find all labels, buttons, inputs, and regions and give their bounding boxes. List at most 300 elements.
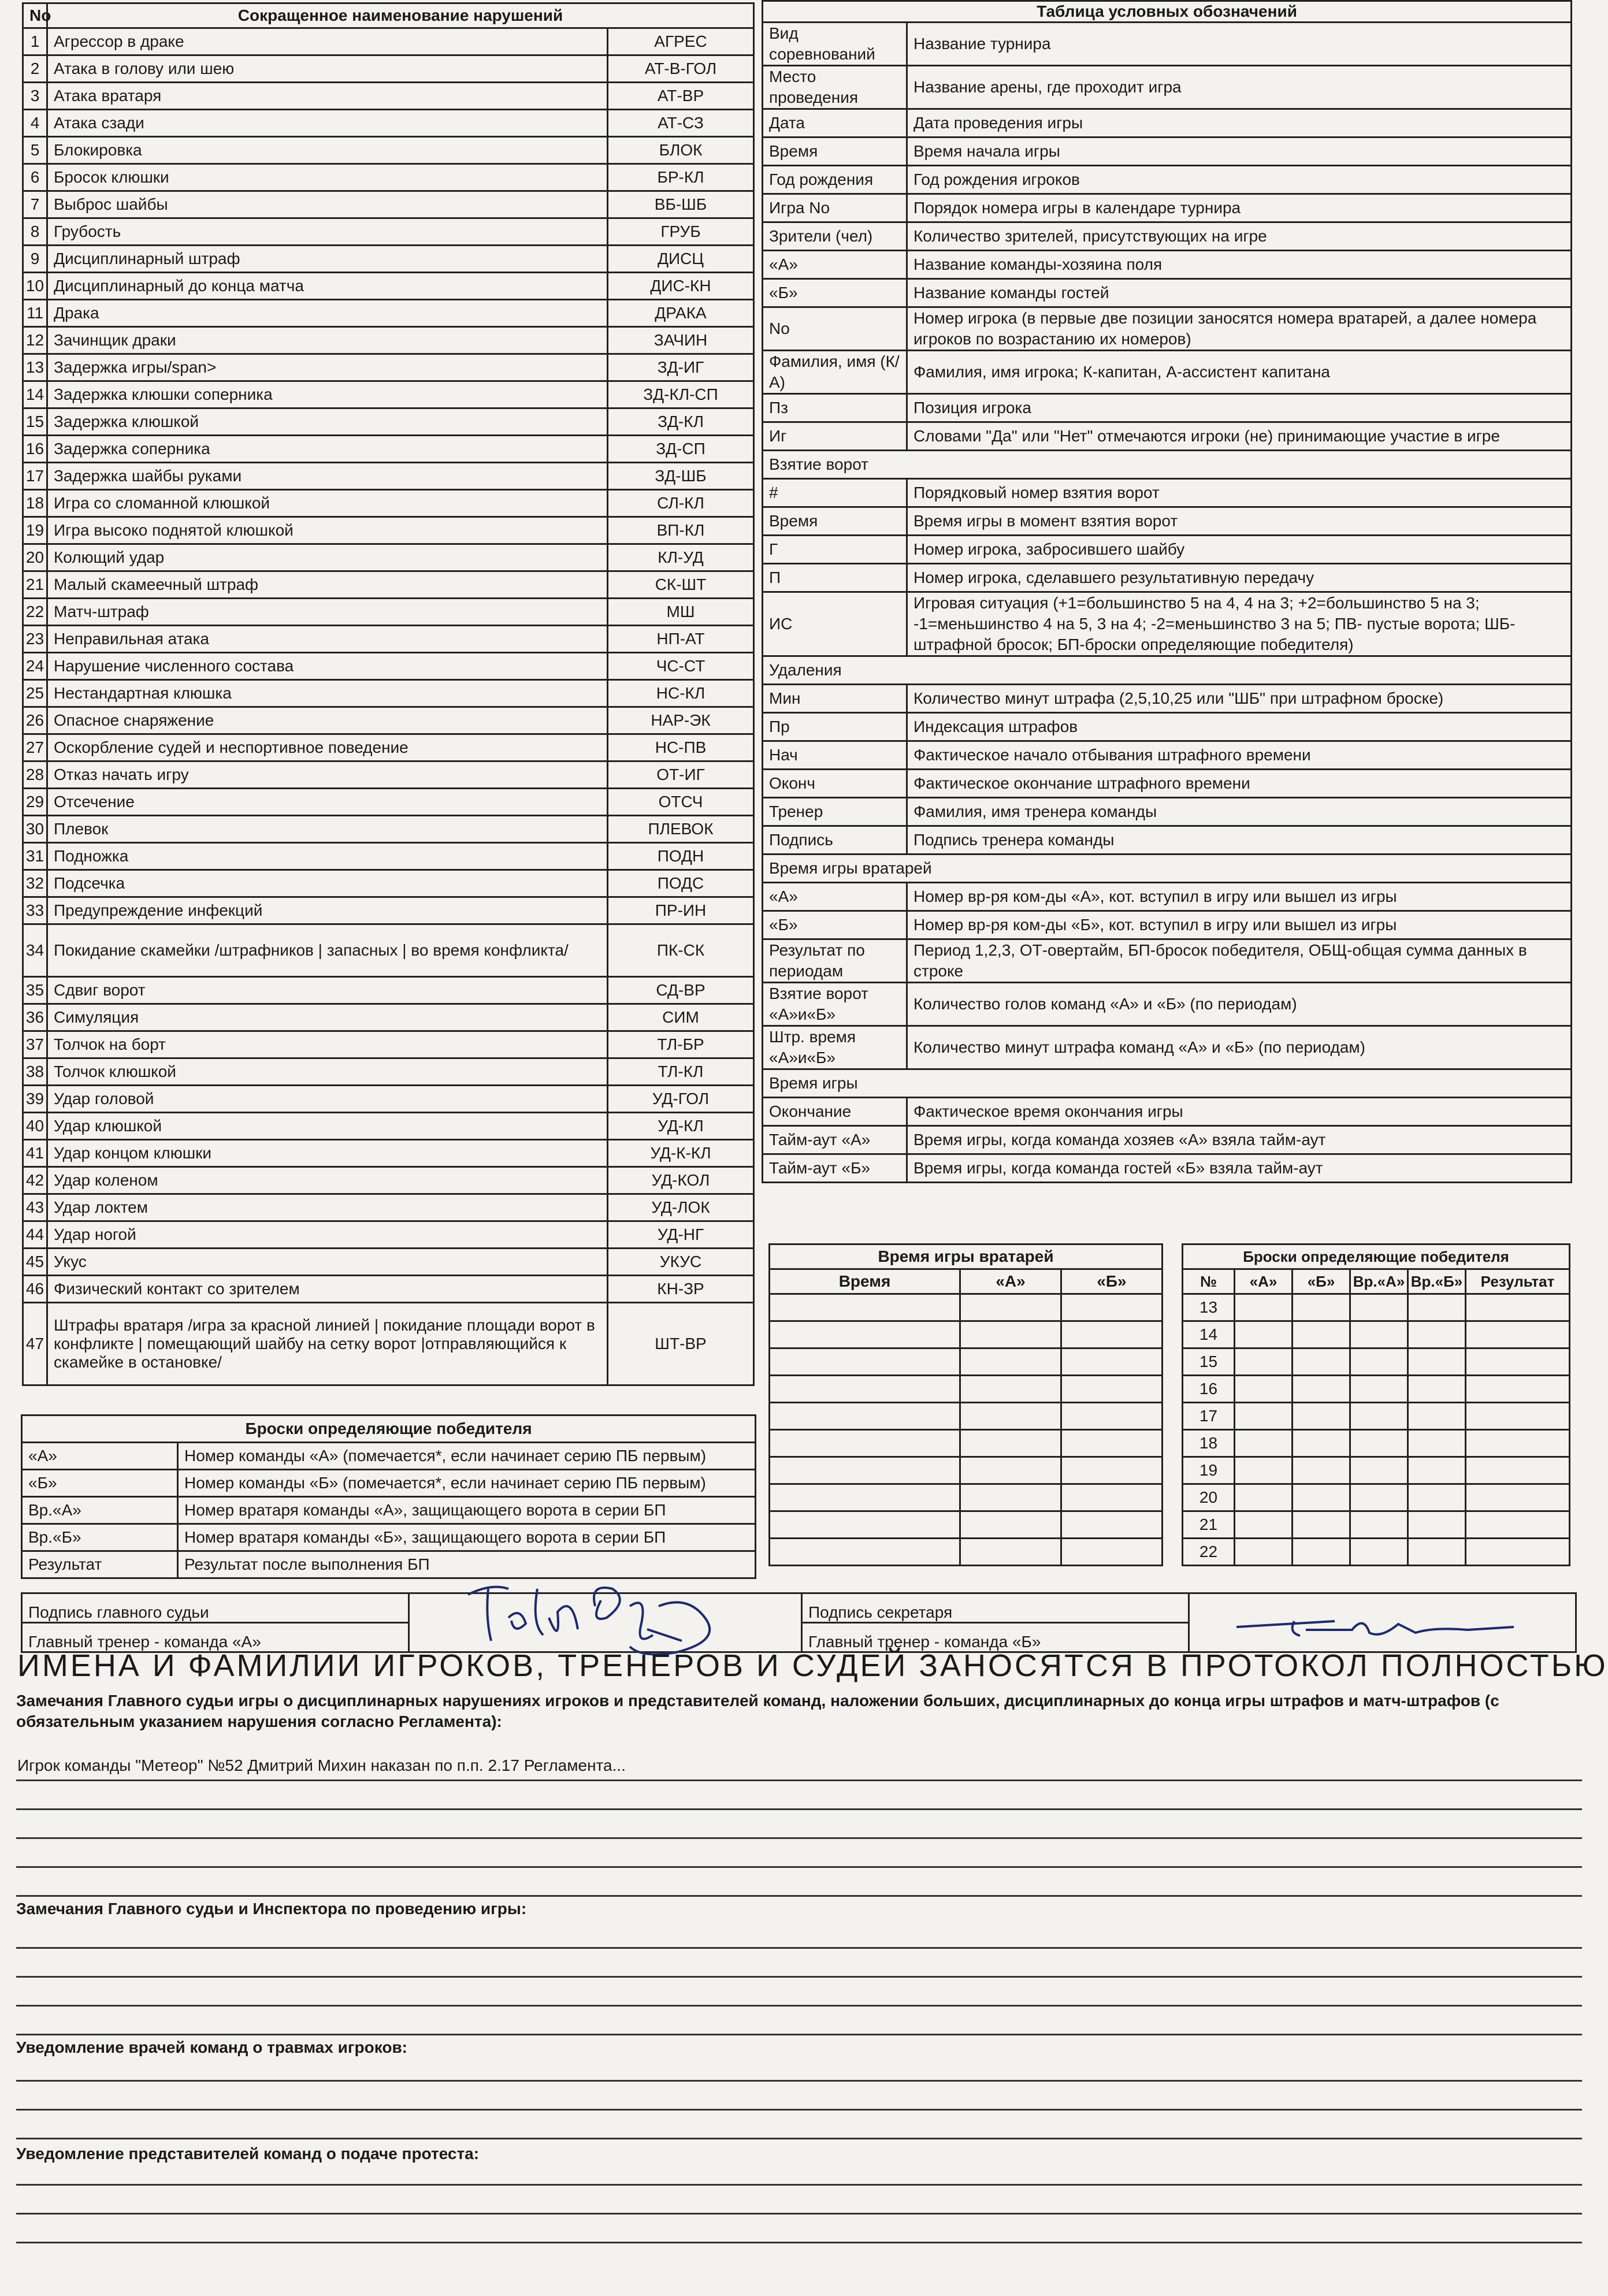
violation-abbreviation: ДРАКА bbox=[608, 300, 754, 327]
legend-row bbox=[763, 479, 1572, 507]
violation-row bbox=[23, 1194, 754, 1221]
violation-abbreviation: НАР-ЭК bbox=[608, 707, 754, 734]
goalie-time-cell[interactable] bbox=[770, 1539, 960, 1566]
goalie-a-cell[interactable] bbox=[960, 1457, 1061, 1484]
legend-section-title: Взятие ворот bbox=[763, 451, 1572, 479]
violation-abbreviation: ЗД-ИГ bbox=[608, 354, 754, 381]
shootout-legend-table bbox=[21, 1414, 756, 1579]
secretary-signature-label: Подпись секретаря bbox=[802, 1593, 1189, 1623]
goalie-a-cell[interactable] bbox=[960, 1294, 1061, 1321]
shootout-cell[interactable] bbox=[1466, 1348, 1570, 1376]
shootout-legend-key: «А» bbox=[22, 1443, 178, 1470]
goalie-time-cell[interactable] bbox=[770, 1321, 960, 1348]
shootout-cell[interactable] bbox=[1466, 1539, 1570, 1566]
goalie-a-cell[interactable] bbox=[960, 1484, 1061, 1511]
legend-key: Оконч bbox=[763, 770, 907, 798]
violation-row bbox=[23, 1249, 754, 1276]
violation-abbreviation: СИМ bbox=[608, 1004, 754, 1031]
shootout-cell[interactable] bbox=[1235, 1403, 1293, 1430]
legend-value: Номер игрока (в первые две позиции заносятся номера вратарей, а далее номера игроков по возрастанию их номеров) bbox=[907, 307, 1572, 351]
shootout-row-number: 19 bbox=[1183, 1457, 1235, 1484]
violation-number: 24 bbox=[23, 653, 47, 680]
shootout-cell[interactable] bbox=[1350, 1484, 1408, 1511]
legend-row bbox=[763, 351, 1572, 394]
violation-abbreviation: ВП-КЛ bbox=[608, 517, 754, 544]
legend-key: Окончание bbox=[763, 1098, 907, 1126]
legend-section-title: Время игры вратарей bbox=[763, 855, 1572, 883]
legend-value: Время игры, когда команда хозяев «А» взяла тайм-аут bbox=[907, 1126, 1572, 1154]
violation-abbreviation: КЛ-УД bbox=[608, 544, 754, 571]
violations-table bbox=[22, 2, 755, 1386]
shootout-row bbox=[1183, 1376, 1570, 1403]
violation-number: 16 bbox=[23, 436, 47, 463]
violation-row bbox=[23, 680, 754, 707]
violation-number: 18 bbox=[23, 490, 47, 517]
shootout-cell[interactable] bbox=[1466, 1457, 1570, 1484]
goalie-b-cell[interactable] bbox=[1061, 1321, 1163, 1348]
legend-row bbox=[763, 770, 1572, 798]
violation-abbreviation: КН-ЗР bbox=[608, 1276, 754, 1303]
violation-name: Плевок bbox=[47, 816, 608, 843]
shootout-cell[interactable] bbox=[1408, 1430, 1466, 1457]
shootout-row bbox=[1183, 1403, 1570, 1430]
shootout-row bbox=[1183, 1430, 1570, 1457]
goalie-time-row bbox=[770, 1511, 1163, 1539]
shootout-cell[interactable] bbox=[1408, 1403, 1466, 1430]
rule-line bbox=[16, 1808, 1582, 1810]
goalie-a-cell[interactable] bbox=[960, 1430, 1061, 1457]
violation-abbreviation: ГРУБ bbox=[608, 218, 754, 246]
shootout-legend-key: Вр.«А» bbox=[22, 1497, 178, 1524]
goalie-time-cell[interactable] bbox=[770, 1403, 960, 1430]
violation-row bbox=[23, 707, 754, 734]
violation-number: 13 bbox=[23, 354, 47, 381]
shootout-cell[interactable] bbox=[1235, 1348, 1293, 1376]
violation-abbreviation: УД-КОЛ bbox=[608, 1167, 754, 1194]
violation-number: 10 bbox=[23, 273, 47, 300]
goalie-time-cell[interactable] bbox=[770, 1376, 960, 1403]
violation-row bbox=[23, 977, 754, 1004]
shootout-cell[interactable] bbox=[1235, 1511, 1293, 1539]
shootout-legend-value: Результат после выполнения БП bbox=[178, 1551, 756, 1578]
violation-abbreviation: ДИС-КН bbox=[608, 273, 754, 300]
violation-name: Отсечение bbox=[47, 789, 608, 816]
legend-key: No bbox=[763, 307, 907, 351]
goalie-time-cell[interactable] bbox=[770, 1511, 960, 1539]
shootout-legend-key: Вр.«Б» bbox=[22, 1524, 178, 1551]
goalie-time-cell[interactable] bbox=[770, 1457, 960, 1484]
shootout-row-number: 20 bbox=[1183, 1484, 1235, 1511]
legend-section-row bbox=[763, 855, 1572, 883]
shootout-cell[interactable] bbox=[1293, 1403, 1350, 1430]
legend-value: Словами "Да" или "Нет" отмечаются игроки (не) принимающие участие в игре bbox=[907, 422, 1572, 451]
goalie-time-row bbox=[770, 1348, 1163, 1376]
goalie-b-cell[interactable] bbox=[1061, 1403, 1163, 1430]
shootout-cell[interactable] bbox=[1408, 1376, 1466, 1403]
shootout-cell[interactable] bbox=[1350, 1403, 1408, 1430]
shootout-cell[interactable] bbox=[1293, 1511, 1350, 1539]
shootout-cell[interactable] bbox=[1350, 1376, 1408, 1403]
legend-title: Таблица условных обозначений bbox=[763, 1, 1572, 23]
shootout-cell[interactable] bbox=[1466, 1376, 1570, 1403]
shootout-cell[interactable] bbox=[1293, 1484, 1350, 1511]
violation-name: Матч-штраф bbox=[47, 599, 608, 626]
shootout-cell[interactable] bbox=[1235, 1457, 1293, 1484]
goalie-time-cell[interactable] bbox=[770, 1348, 960, 1376]
shootout-col-header: № bbox=[1183, 1269, 1235, 1294]
legend-row bbox=[763, 685, 1572, 713]
violation-abbreviation: ДИСЦ bbox=[608, 246, 754, 273]
shootout-cell[interactable] bbox=[1408, 1484, 1466, 1511]
goalie-b-cell[interactable] bbox=[1061, 1457, 1163, 1484]
legend-key: Год рождения bbox=[763, 166, 907, 194]
protest-label: Уведомление представителей команд о подаче протеста: bbox=[16, 2145, 480, 2163]
shootout-cell[interactable] bbox=[1350, 1457, 1408, 1484]
legend-row bbox=[763, 883, 1572, 911]
goalie-b-cell[interactable] bbox=[1061, 1348, 1163, 1376]
legend-value: Название арены, где проходит игра bbox=[907, 66, 1572, 109]
violation-number: 26 bbox=[23, 707, 47, 734]
legend-key: Игра No bbox=[763, 194, 907, 222]
goalie-b-cell[interactable] bbox=[1061, 1294, 1163, 1321]
shootout-cell[interactable] bbox=[1235, 1376, 1293, 1403]
legend-key: Пр bbox=[763, 713, 907, 741]
violation-row bbox=[23, 436, 754, 463]
rule-line bbox=[16, 2005, 1582, 2007]
shootout-cell[interactable] bbox=[1350, 1430, 1408, 1457]
violation-row bbox=[23, 517, 754, 544]
conduct-remarks-label: Замечания Главного судьи и Инспектора по проведению игры: bbox=[16, 1900, 527, 1918]
violation-row bbox=[23, 191, 754, 218]
violation-name: Блокировка bbox=[47, 137, 608, 164]
violation-number: 21 bbox=[23, 571, 47, 599]
violation-name: Сдвиг ворот bbox=[47, 977, 608, 1004]
violation-abbreviation: БЛОК bbox=[608, 137, 754, 164]
shootout-cell[interactable] bbox=[1408, 1511, 1466, 1539]
legend-row bbox=[763, 911, 1572, 939]
violation-row bbox=[23, 55, 754, 83]
violation-number: 40 bbox=[23, 1113, 47, 1140]
violation-number: 22 bbox=[23, 599, 47, 626]
violation-number: 38 bbox=[23, 1058, 47, 1086]
goalie-time-row bbox=[770, 1430, 1163, 1457]
violation-number: 41 bbox=[23, 1140, 47, 1167]
shootout-cell[interactable] bbox=[1293, 1376, 1350, 1403]
legend-key: Подпись bbox=[763, 826, 907, 855]
legend-value: Номер игрока, забросившего шайбу bbox=[907, 536, 1572, 564]
shootout-cell[interactable] bbox=[1408, 1457, 1466, 1484]
legend-key: Г bbox=[763, 536, 907, 564]
violation-row bbox=[23, 246, 754, 273]
legend-row bbox=[763, 307, 1572, 351]
legend-value: Название команды-хозяина поля bbox=[907, 251, 1572, 279]
goalie-time-row bbox=[770, 1484, 1163, 1511]
goalie-time-cell[interactable] bbox=[770, 1430, 960, 1457]
violation-name: Задержка клюшкой bbox=[47, 408, 608, 436]
shootout-cell[interactable] bbox=[1350, 1511, 1408, 1539]
shootout-cell[interactable] bbox=[1293, 1457, 1350, 1484]
violation-name: Физический контакт со зрителем bbox=[47, 1276, 608, 1303]
violation-number: 37 bbox=[23, 1031, 47, 1058]
rule-line bbox=[16, 1895, 1582, 1897]
legend-row bbox=[763, 394, 1572, 422]
shootout-cell[interactable] bbox=[1466, 1484, 1570, 1511]
violation-abbreviation: ЗАЧИН bbox=[608, 327, 754, 354]
violation-number: 4 bbox=[23, 110, 47, 137]
violation-number: 3 bbox=[23, 83, 47, 110]
shootout-cell[interactable] bbox=[1466, 1403, 1570, 1430]
legend-section-row bbox=[763, 451, 1572, 479]
legend-row bbox=[763, 251, 1572, 279]
violation-name: Подножка bbox=[47, 843, 608, 870]
legend-value: Количество минут штрафа команд «А» и «Б» (по периодам) bbox=[907, 1026, 1572, 1069]
legend-value: Количество зрителей, присутствующих на игре bbox=[907, 222, 1572, 251]
violation-abbreviation: СК-ШТ bbox=[608, 571, 754, 599]
violation-abbreviation: УД-К-КЛ bbox=[608, 1140, 754, 1167]
violation-number: 34 bbox=[23, 924, 47, 977]
violation-name: Толчок клюшкой bbox=[47, 1058, 608, 1086]
violation-name: Удар коленом bbox=[47, 1167, 608, 1194]
shootout-col-header: Вр.«А» bbox=[1350, 1269, 1408, 1294]
shootout-cell[interactable] bbox=[1350, 1294, 1408, 1321]
violation-abbreviation: СЛ-КЛ bbox=[608, 490, 754, 517]
col-header-number: No bbox=[23, 3, 47, 28]
rule-line bbox=[16, 2138, 1582, 2139]
violation-abbreviation: АГРЕС bbox=[608, 28, 754, 55]
shootout-legend-key: Результат bbox=[22, 1551, 178, 1578]
legend-row bbox=[763, 166, 1572, 194]
shootout-row bbox=[1183, 1321, 1570, 1348]
shootout-row bbox=[1183, 1457, 1570, 1484]
shootout-row-number: 14 bbox=[1183, 1321, 1235, 1348]
violation-row bbox=[23, 897, 754, 924]
violation-abbreviation: ЗД-КЛ bbox=[608, 408, 754, 436]
shootout-legend-value: Номер команды «А» (помечается*, если начинает серию ПБ первым) bbox=[178, 1443, 756, 1470]
violation-name: Удар концом клюшки bbox=[47, 1140, 608, 1167]
violation-name: Задержка игры/span> bbox=[47, 354, 608, 381]
legend-key: Время bbox=[763, 507, 907, 536]
goalie-time-cell[interactable] bbox=[770, 1484, 960, 1511]
violation-number: 43 bbox=[23, 1194, 47, 1221]
violation-abbreviation: АТ-ВР bbox=[608, 83, 754, 110]
goalie-time-cell[interactable] bbox=[770, 1294, 960, 1321]
goalie-a-cell[interactable] bbox=[960, 1539, 1061, 1566]
legend-key: Взятие ворот «А»и«Б» bbox=[763, 983, 907, 1026]
shootout-cell[interactable] bbox=[1293, 1348, 1350, 1376]
violation-name: Штрафы вратаря /игра за красной линией | покидание площади ворот в конфликте | помещающий шайбу на сетку ворот |отправляющийся к скамейке в остановке/ bbox=[47, 1303, 608, 1385]
violation-row bbox=[23, 1303, 754, 1385]
violation-row bbox=[23, 1086, 754, 1113]
legend-key: Иг bbox=[763, 422, 907, 451]
shootout-legend-row bbox=[22, 1497, 756, 1524]
legend-row bbox=[763, 983, 1572, 1026]
violation-abbreviation: ЗД-СП bbox=[608, 436, 754, 463]
rule-line bbox=[16, 1976, 1582, 1978]
violation-row bbox=[23, 734, 754, 761]
shootout-cell[interactable] bbox=[1466, 1321, 1570, 1348]
violation-row bbox=[23, 300, 754, 327]
shootout-cell[interactable] bbox=[1408, 1294, 1466, 1321]
legend-key: Тренер bbox=[763, 798, 907, 826]
shootout-cell[interactable] bbox=[1235, 1430, 1293, 1457]
violation-abbreviation: УД-НГ bbox=[608, 1221, 754, 1249]
legend-section-row bbox=[763, 1069, 1572, 1098]
violation-number: 8 bbox=[23, 218, 47, 246]
rule-line bbox=[16, 2213, 1582, 2215]
legend-key: Штр. время «А»и«Б» bbox=[763, 1026, 907, 1069]
legend-value: Количество минут штрафа (2,5,10,25 или "ШБ" при штрафном броске) bbox=[907, 685, 1572, 713]
shootout-cell[interactable] bbox=[1408, 1348, 1466, 1376]
goalie-a-cell[interactable] bbox=[960, 1511, 1061, 1539]
shootout-row bbox=[1183, 1294, 1570, 1321]
shootout-cell[interactable] bbox=[1350, 1348, 1408, 1376]
violation-row bbox=[23, 1058, 754, 1086]
violation-number: 5 bbox=[23, 137, 47, 164]
violation-row bbox=[23, 843, 754, 870]
shootout-cell[interactable] bbox=[1466, 1430, 1570, 1457]
violation-abbreviation: ПОДН bbox=[608, 843, 754, 870]
legend-key: «Б» bbox=[763, 279, 907, 307]
violation-number: 7 bbox=[23, 191, 47, 218]
violation-name: Толчок на борт bbox=[47, 1031, 608, 1058]
legend-key: Пз bbox=[763, 394, 907, 422]
goalie-col-b: «Б» bbox=[1061, 1269, 1163, 1294]
violation-row bbox=[23, 83, 754, 110]
legend-key: Фамилия, имя (К/А) bbox=[763, 351, 907, 394]
goalie-a-cell[interactable] bbox=[960, 1348, 1061, 1376]
legend-value: Год рождения игроков bbox=[907, 166, 1572, 194]
rule-line bbox=[16, 1947, 1582, 1949]
goalie-b-cell[interactable] bbox=[1061, 1484, 1163, 1511]
shootout-cell[interactable] bbox=[1235, 1321, 1293, 1348]
violation-number: 12 bbox=[23, 327, 47, 354]
goalie-time-row bbox=[770, 1403, 1163, 1430]
violation-name: Задержка соперника bbox=[47, 436, 608, 463]
shootout-cell[interactable] bbox=[1350, 1321, 1408, 1348]
violation-number: 42 bbox=[23, 1167, 47, 1194]
legend-value: Время игры в момент взятия ворот bbox=[907, 507, 1572, 536]
legend-row bbox=[763, 1098, 1572, 1126]
violation-abbreviation: ШТ-ВР bbox=[608, 1303, 754, 1385]
shootout-cell[interactable] bbox=[1235, 1294, 1293, 1321]
violation-name: Задержка клюшки соперника bbox=[47, 381, 608, 408]
shootout-cell[interactable] bbox=[1293, 1294, 1350, 1321]
violation-number: 11 bbox=[23, 300, 47, 327]
goalie-col-a: «А» bbox=[960, 1269, 1061, 1294]
rule-line bbox=[16, 2109, 1582, 2111]
shootout-cell[interactable] bbox=[1408, 1539, 1466, 1566]
legend-value: Период 1,2,3, ОТ-овертайм, БП-бросок победителя, ОБЩ-общая сумма данных в строке bbox=[907, 939, 1572, 983]
rule-line bbox=[16, 2034, 1582, 2035]
goalie-b-cell[interactable] bbox=[1061, 1511, 1163, 1539]
violation-row bbox=[23, 1113, 754, 1140]
shootout-cell[interactable] bbox=[1293, 1539, 1350, 1566]
goalie-a-cell[interactable] bbox=[960, 1321, 1061, 1348]
shootout-legend-value: Номер вратаря команды «А», защищающего ворота в серии БП bbox=[178, 1497, 756, 1524]
violation-name: Укус bbox=[47, 1249, 608, 1276]
legend-section-title: Удаления bbox=[763, 656, 1572, 685]
shootout-title: Броски определяющие победителя bbox=[1183, 1244, 1570, 1269]
goalie-b-cell[interactable] bbox=[1061, 1430, 1163, 1457]
shootout-cell[interactable] bbox=[1466, 1294, 1570, 1321]
violation-row bbox=[23, 327, 754, 354]
violation-name: Нестандартная клюшка bbox=[47, 680, 608, 707]
violation-number: 36 bbox=[23, 1004, 47, 1031]
rule-line bbox=[16, 2184, 1582, 2186]
discipline-remarks-entry[interactable]: Игрок команды "Метеор" №52 Дмитрий Михин наказан по п.п. 2.17 Регламента... bbox=[17, 1756, 626, 1774]
violation-row bbox=[23, 490, 754, 517]
legend-row bbox=[763, 138, 1572, 166]
legend-key: ИС bbox=[763, 592, 907, 656]
shootout-cell[interactable] bbox=[1408, 1321, 1466, 1348]
legend-row bbox=[763, 1026, 1572, 1069]
rule-line bbox=[16, 1837, 1582, 1839]
violation-row bbox=[23, 870, 754, 897]
violation-number: 39 bbox=[23, 1086, 47, 1113]
legend-value: Фактическое время окончания игры bbox=[907, 1098, 1572, 1126]
violation-name: Игра высоко поднятой клюшкой bbox=[47, 517, 608, 544]
shootout-cell[interactable] bbox=[1350, 1539, 1408, 1566]
rule-line bbox=[16, 1866, 1582, 1868]
shootout-row bbox=[1183, 1539, 1570, 1566]
legend-section-row bbox=[763, 656, 1572, 685]
shootout-cell[interactable] bbox=[1235, 1539, 1293, 1566]
goalie-a-cell[interactable] bbox=[960, 1403, 1061, 1430]
shootout-cell[interactable] bbox=[1293, 1430, 1350, 1457]
legend-key: «Б» bbox=[763, 911, 907, 939]
violation-name: Атака в голову или шею bbox=[47, 55, 608, 83]
violation-number: 33 bbox=[23, 897, 47, 924]
violation-abbreviation: НП-АТ bbox=[608, 626, 754, 653]
handwritten-signature-secretary bbox=[1225, 1604, 1525, 1644]
violation-name: Драка bbox=[47, 300, 608, 327]
legend-value: Номер игрока, сделавшего результативную передачу bbox=[907, 564, 1572, 592]
violation-row bbox=[23, 653, 754, 680]
legend-row bbox=[763, 422, 1572, 451]
violation-abbreviation: ПЛЕВОК bbox=[608, 816, 754, 843]
legend-row bbox=[763, 741, 1572, 770]
shootout-cell[interactable] bbox=[1466, 1511, 1570, 1539]
violation-row bbox=[23, 1276, 754, 1303]
violation-row bbox=[23, 1031, 754, 1058]
shootout-row bbox=[1183, 1511, 1570, 1539]
shootout-legend-key: «Б» bbox=[22, 1470, 178, 1497]
violation-number: 19 bbox=[23, 517, 47, 544]
violation-name: Выброс шайбы bbox=[47, 191, 608, 218]
goalie-b-cell[interactable] bbox=[1061, 1539, 1163, 1566]
discipline-remarks-label: Замечания Главного судьи игры о дисциплинарных нарушениях игроков и представителей команд, наложении больших, дисциплинарных до конца игры штрафов и матч-штрафов (с обязательным указанием нарушения согласно Регламента): bbox=[16, 1692, 1499, 1730]
violation-number: 45 bbox=[23, 1249, 47, 1276]
legend-key: Тайм-аут «А» bbox=[763, 1126, 907, 1154]
shootout-row-number: 18 bbox=[1183, 1430, 1235, 1457]
legend-key: # bbox=[763, 479, 907, 507]
shootout-cell[interactable] bbox=[1293, 1321, 1350, 1348]
violation-abbreviation: АТ-СЗ bbox=[608, 110, 754, 137]
shootout-row-number: 13 bbox=[1183, 1294, 1235, 1321]
shootout-cell[interactable] bbox=[1235, 1484, 1293, 1511]
violation-abbreviation: ЗД-КЛ-СП bbox=[608, 381, 754, 408]
goalie-a-cell[interactable] bbox=[960, 1376, 1061, 1403]
violation-name: Дисциплинарный до конца матча bbox=[47, 273, 608, 300]
violation-number: 9 bbox=[23, 246, 47, 273]
goalie-b-cell[interactable] bbox=[1061, 1376, 1163, 1403]
legend-value: Название команды гостей bbox=[907, 279, 1572, 307]
legend-row bbox=[763, 564, 1572, 592]
legend-table bbox=[762, 0, 1572, 1183]
violation-name: Атака сзади bbox=[47, 110, 608, 137]
shootout-row-number: 21 bbox=[1183, 1511, 1235, 1539]
shootout-col-header: Результат bbox=[1466, 1269, 1570, 1294]
